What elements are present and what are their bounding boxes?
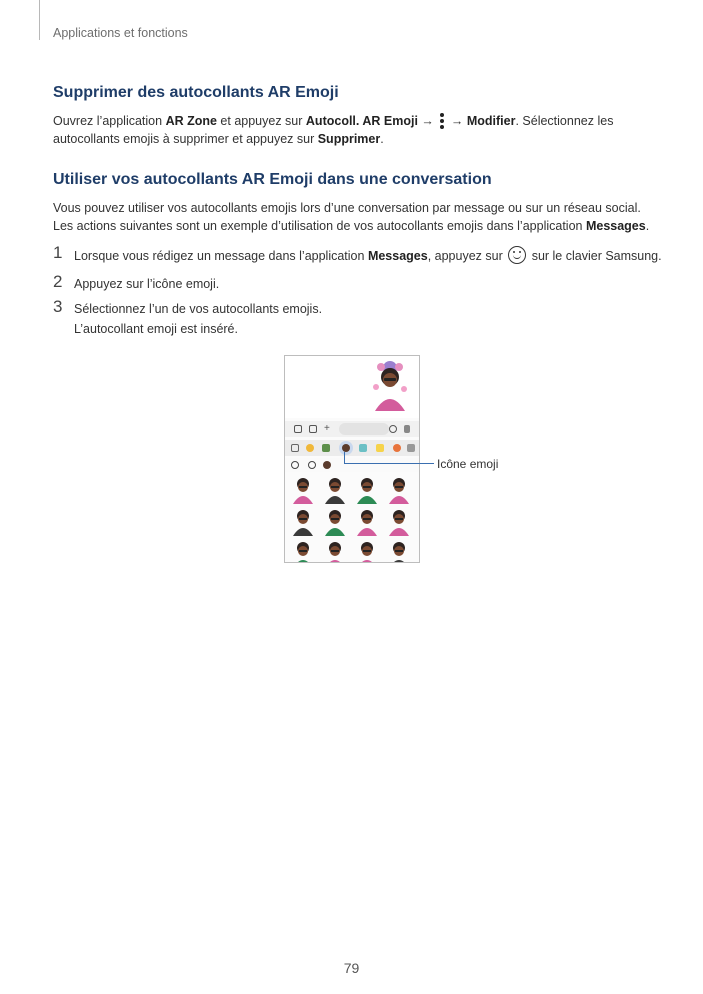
voice-icon[interactable] [404, 425, 410, 433]
sticker-thumbnail[interactable] [353, 508, 381, 536]
ar-emoji-icon[interactable] [342, 444, 350, 452]
phone-screenshot [284, 355, 420, 563]
emoji-icon[interactable] [389, 425, 397, 433]
camera-icon[interactable] [309, 425, 317, 433]
sticker-category-row [285, 440, 419, 456]
more-tab-icon[interactable] [407, 444, 415, 452]
menu-path: Autocoll. AR Emoji [305, 114, 418, 128]
bitmoji-tab-icon[interactable] [376, 444, 384, 452]
avatar-icon[interactable] [323, 461, 331, 469]
compose-toolbar [285, 421, 419, 437]
step-number: 2 [53, 272, 63, 291]
search-icon[interactable] [291, 461, 299, 469]
plus-icon[interactable]: + [324, 423, 330, 434]
sticker-thumbnail[interactable] [353, 540, 381, 563]
app-name: AR Zone [165, 114, 217, 128]
sticker-thumbnail[interactable] [321, 540, 349, 563]
running-header: Applications et fonctions [53, 26, 188, 40]
sticker-thumbnail[interactable] [321, 508, 349, 536]
message-input[interactable] [339, 423, 389, 435]
sticker-thumbnail[interactable] [385, 508, 413, 536]
sticker-thumbnail[interactable] [289, 476, 317, 504]
step-number: 3 [53, 297, 63, 316]
emoji-tab-icon[interactable] [306, 444, 314, 452]
page-number: 79 [343, 960, 360, 976]
paragraph-use-intro: Vous pouvez utiliser vos autocollants emojis lors d’une conversation par message ou sur un réseau social. Les actions suivantes sont un exemple d’utilisation de vos autocollants emojis dans l’application Messages. [53, 201, 650, 233]
gallery-icon[interactable] [294, 425, 302, 433]
paragraph-delete: Ouvrez l’application AR Zone et appuyez sur Autocoll. AR Emoji → → Modifier. Sélectionnez les autocollants emojis à supprimer et appuyez sur Supprimer. [53, 114, 614, 146]
message-area [285, 356, 419, 418]
keyboard-icon[interactable] [291, 444, 299, 452]
section-title-delete: Supprimer des autocollants AR Emoji [53, 84, 339, 101]
gif-tab-icon[interactable] [322, 444, 330, 452]
sticker-thumbnail[interactable] [321, 476, 349, 504]
header-rule [39, 0, 40, 40]
sticker-thumbnail[interactable] [385, 540, 413, 563]
more-vertical-icon [439, 112, 445, 130]
modify-label: Modifier [466, 114, 516, 128]
recent-icon[interactable] [308, 461, 316, 469]
callout-line-horizontal [344, 463, 434, 464]
app-name-messages: Messages [585, 219, 646, 233]
sticker-search-row [285, 458, 419, 472]
section-title-use: Utiliser vos autocollants AR Emoji dans une conversation [53, 171, 492, 188]
sticker-tab-icon[interactable] [359, 444, 367, 452]
step-number: 1 [53, 243, 63, 262]
callout-label: Icône emoji [437, 457, 499, 471]
delete-label: Supprimer [317, 132, 381, 146]
sticker-thumbnail[interactable] [289, 540, 317, 563]
sticker-thumbnail[interactable] [289, 508, 317, 536]
sent-sticker [367, 359, 413, 413]
sticker-thumbnail[interactable] [385, 476, 413, 504]
sticker-thumbnail[interactable] [353, 476, 381, 504]
smiley-icon [508, 246, 526, 264]
sticker-pack-icon[interactable] [393, 444, 401, 452]
